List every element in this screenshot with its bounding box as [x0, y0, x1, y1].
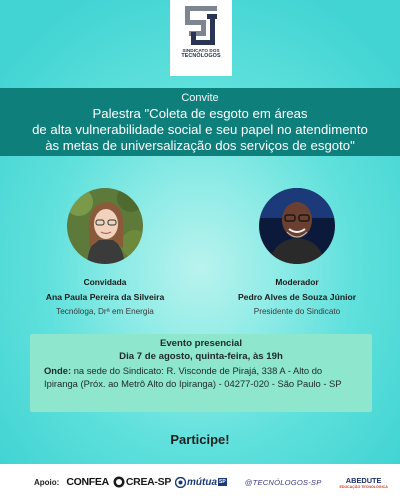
guest-description: Tecnóloga, Drª em Energia [56, 307, 154, 316]
logo-line1: SINDICATO DOS [182, 48, 220, 53]
guest-photo [67, 188, 143, 264]
mutua-emblem-icon [175, 477, 186, 488]
logo-text [181, 48, 220, 59]
guest-name: Ana Paula Pereira da Silveira [45, 292, 165, 302]
invite-label: Convite [181, 92, 219, 104]
location-label: Onde: [44, 365, 72, 376]
crea-emblem-icon [113, 476, 125, 488]
moderator-avatar [259, 188, 335, 264]
event-type: Evento presencial [159, 338, 243, 349]
mutua-logo [175, 477, 227, 488]
mutua-text: mútua [187, 476, 218, 488]
crea-sp-logo [113, 476, 171, 488]
social-handle: @TECNÓLOGOS-SP [244, 477, 322, 487]
talk-title-line: de alta vulnerabilidade social e seu papel no atendimento [32, 122, 368, 137]
talk-title-line: Palestra "Coleta de esgoto em áreas [92, 106, 308, 121]
support-label: Apoio: [34, 477, 60, 487]
abedute-logo [339, 476, 387, 489]
event-location [44, 365, 358, 390]
location-text: na sede do Sindicato: R. Visconde de Pirajá, 338 A - Alto do Ipiranga (Próx. ao Metrô Alto do Ipiranga) - 04277-020 - São Paulo - SP [44, 365, 342, 389]
confea-text: CONFEA [66, 476, 109, 488]
logo-line2: TECNÓLOGOS [181, 53, 221, 60]
moderator-description: Presidente do Sindicato [253, 307, 341, 316]
talk-title [0, 106, 400, 154]
talk-title-line: às metas de universalização dos serviços de esgoto" [45, 138, 355, 153]
header-band [0, 88, 400, 156]
sindicato-emblem-icon [181, 4, 221, 48]
event-info-box [30, 334, 372, 412]
confea-logo [66, 476, 109, 488]
guest-card [20, 188, 190, 316]
moderator-role: Moderador [275, 277, 319, 287]
guest-avatar [67, 188, 143, 264]
sindicato-logo [170, 0, 232, 76]
sponsors-footer [0, 464, 400, 500]
guest-role: Convidada [83, 277, 127, 287]
moderator-card [212, 188, 382, 316]
event-date: Dia 7 de agosto, quinta-feira, às 19h [119, 351, 283, 362]
abedute-text: ABEDUTE [345, 475, 382, 485]
moderator-photo [259, 188, 335, 264]
participate-call: Participe! [170, 432, 230, 447]
mutua-sp-badge: SP [219, 479, 226, 485]
abedute-subtitle: EDUCAÇÃO TECNOLÓGICA [339, 484, 388, 489]
moderator-name: Pedro Alves de Souza Júnior [237, 292, 357, 302]
crea-text: CREA-SP [125, 476, 172, 488]
